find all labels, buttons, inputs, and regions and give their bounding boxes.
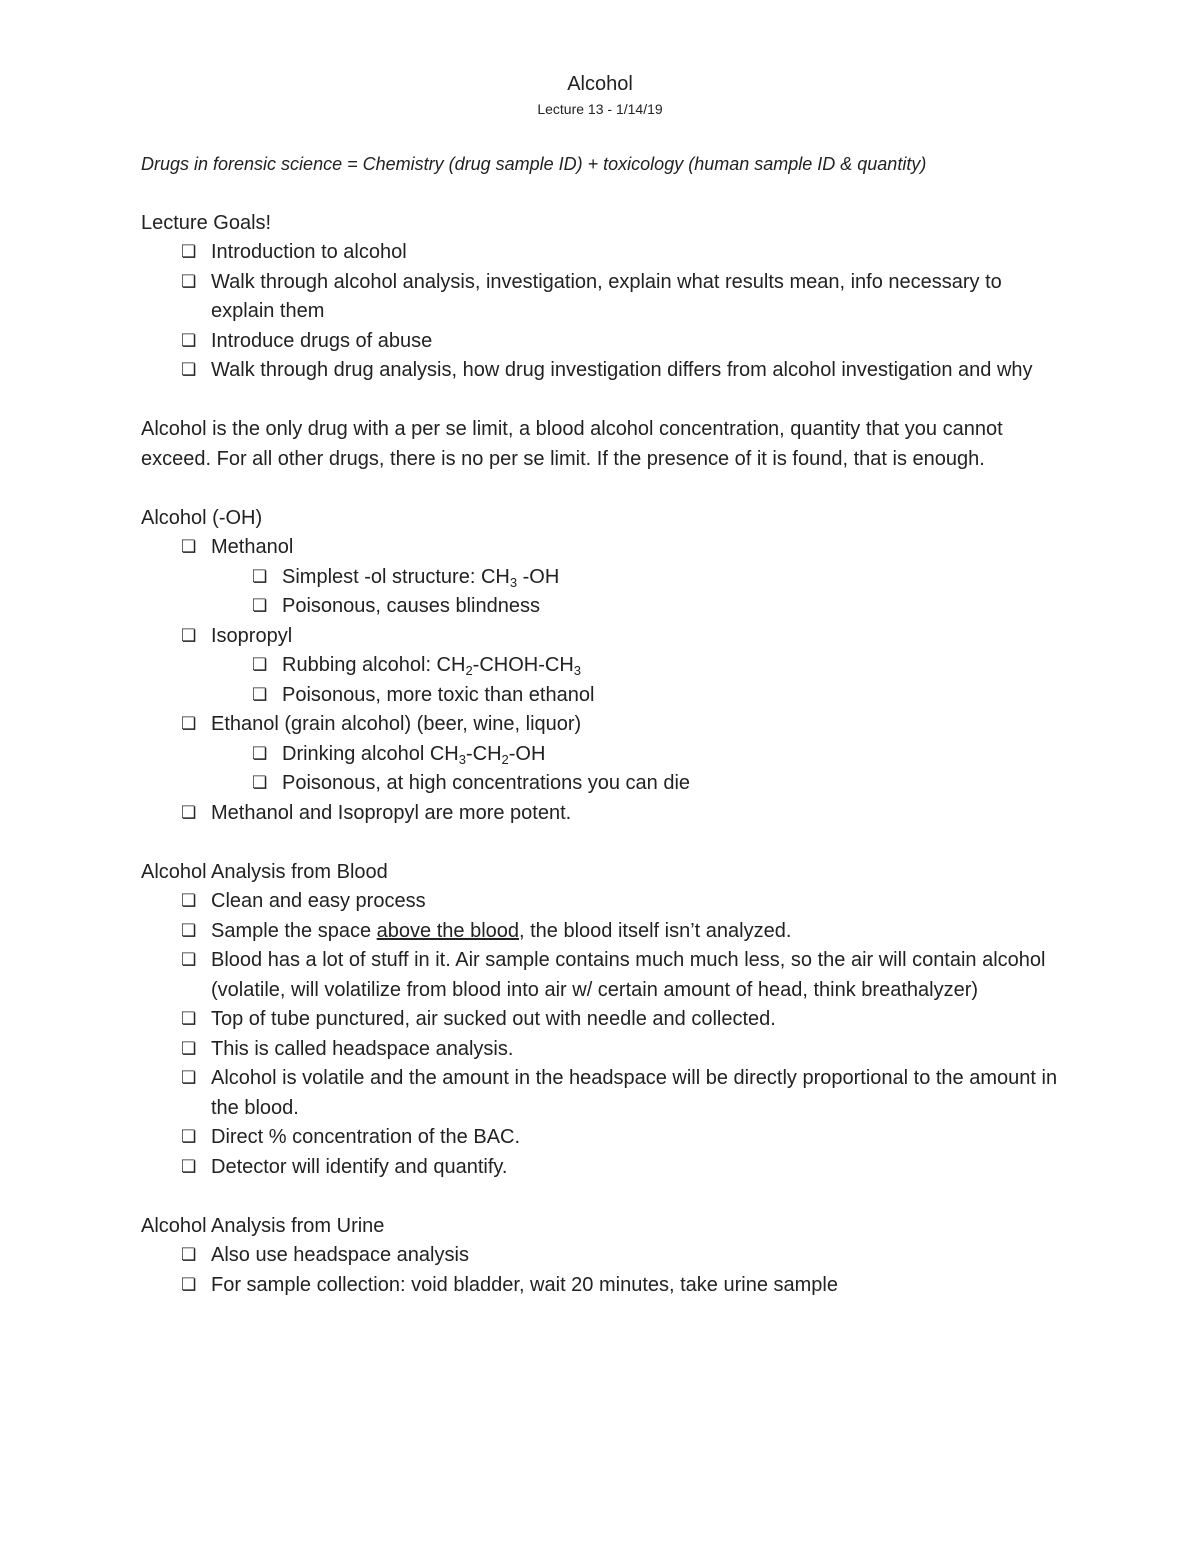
list-item — [141, 681, 1061, 711]
list-item-text — [211, 920, 791, 942]
document-body — [141, 150, 1061, 1300]
checkbox-icon: ❏ — [252, 655, 268, 675]
list-item-text: Clean and easy process — [211, 890, 426, 912]
list-item — [141, 327, 1061, 357]
list-item — [141, 268, 1061, 327]
list-item-text: Isopropyl — [211, 624, 293, 647]
list-item — [141, 887, 1061, 917]
formula-subscript: 3 — [509, 574, 518, 590]
list-item-summary — [141, 799, 1061, 829]
checkbox-icon: ❏ — [252, 743, 268, 764]
formula-subscript: 3 — [458, 751, 466, 767]
ethanol-sublist — [141, 740, 1061, 799]
list-item-ethanol — [141, 710, 1061, 740]
list-item — [141, 1035, 1061, 1065]
formula-subscript: 2 — [501, 751, 509, 767]
underlined-text: above the blood — [376, 919, 519, 942]
formula-text: -OH — [508, 742, 546, 765]
formula-text: Simplest -ol structure: CH — [282, 565, 510, 588]
list-item — [141, 740, 1061, 770]
blood-analysis-list — [141, 887, 1061, 1182]
formula-text: Drinking alcohol CH — [282, 742, 459, 765]
list-item — [141, 592, 1061, 622]
alcohols-list — [141, 533, 1061, 563]
checkbox-icon: ❏ — [181, 242, 197, 262]
checkbox-icon: ❏ — [252, 773, 268, 793]
checkbox-icon: ❏ — [181, 950, 197, 970]
list-item-text: Blood has a lot of stuff in it. Air sample contains much much less, so the air will contain alcohol (volatile, will volatilize from blood into air w/ certain amount of head, think breathalyzer) — [211, 949, 1046, 1001]
methanol-sublist — [141, 563, 1061, 622]
document-subtitle: Lecture 13 - 1/14/19 — [537, 101, 663, 117]
checkbox-icon: ❏ — [252, 596, 268, 616]
checkbox-icon: ❏ — [181, 1127, 197, 1147]
list-item-text: Alcohol is volatile and the amount in the headspace will be directly proportional to the amount in the blood. — [211, 1067, 1058, 1119]
list-item-text: Top of tube punctured, air sucked out with needle and collected. — [211, 1008, 776, 1030]
text-segment: Sample the space — [211, 919, 377, 942]
isopropyl-structure — [282, 654, 581, 676]
urine-analysis-heading: Alcohol Analysis from Urine — [141, 1214, 385, 1237]
list-item — [141, 1123, 1061, 1153]
checkbox-icon: ❏ — [181, 271, 197, 292]
checkbox-icon: ❏ — [181, 360, 197, 380]
checkbox-icon: ❏ — [181, 1009, 197, 1029]
formula-text: -OH — [517, 565, 560, 588]
checkbox-icon: ❏ — [181, 1038, 197, 1059]
checkbox-icon: ❏ — [181, 891, 197, 911]
formula-subscript: 3 — [573, 663, 581, 678]
alcohols-list — [141, 622, 1061, 652]
list-item — [141, 1271, 1061, 1301]
list-item — [141, 946, 1061, 1005]
list-item-methanol — [141, 533, 1061, 563]
checkbox-icon: ❏ — [252, 566, 268, 587]
list-item — [141, 917, 1061, 947]
methanol-structure — [282, 566, 559, 588]
list-item-text: This is called headspace analysis. — [211, 1037, 514, 1060]
list-item — [141, 1064, 1061, 1123]
document-title: Alcohol — [567, 73, 633, 95]
list-item-text: Poisonous, causes blindness — [282, 595, 540, 617]
list-item — [141, 1005, 1061, 1035]
checkbox-icon: ❏ — [181, 920, 197, 941]
checkbox-icon: ❏ — [252, 684, 268, 705]
alcohols-list — [141, 799, 1061, 829]
alcohols-list — [141, 710, 1061, 740]
list-item-text: Methanol — [211, 536, 294, 558]
list-item-text: Direct % concentration of the BAC. — [211, 1126, 521, 1148]
formula-text: -CH — [465, 742, 502, 765]
ethanol-structure — [282, 743, 545, 765]
checkbox-icon: ❏ — [181, 1068, 197, 1088]
list-item — [141, 769, 1061, 799]
intro-line: Drugs in forensic science = Chemistry (drug sample ID) + toxicology (human sample ID & quantity) — [141, 154, 927, 174]
checkbox-icon: ❏ — [181, 330, 197, 351]
formula-text: -CHOH-CH — [472, 654, 574, 676]
urine-analysis-list — [141, 1241, 1061, 1300]
blood-analysis-heading: Alcohol Analysis from Blood — [141, 860, 388, 883]
checkbox-icon: ❏ — [181, 1274, 197, 1295]
per-se-paragraph: Alcohol is the only drug with a per se limit, a blood alcohol concentration, quantity that you cannot exceed. For all other drugs, there is no per se limit. If the presence of it is found, that is enough. — [141, 418, 1003, 470]
isopropyl-sublist — [141, 651, 1061, 710]
list-item-text: Walk through drug analysis, how drug investigation differs from alcohol investigation and why — [211, 359, 1033, 381]
checkbox-icon: ❏ — [181, 1156, 197, 1177]
list-item-text: Ethanol (grain alcohol) (beer, wine, liquor) — [211, 713, 582, 735]
checkbox-icon: ❏ — [181, 537, 197, 557]
formula-subscript: 2 — [465, 663, 473, 678]
list-item — [141, 1241, 1061, 1271]
list-item-text: Methanol and Isopropyl are more potent. — [211, 801, 572, 824]
list-item-text: Walk through alcohol analysis, investigation, explain what results mean, info necessary to explain them — [211, 270, 1002, 322]
checkbox-icon: ❏ — [181, 1245, 197, 1265]
list-item-isopropyl — [141, 622, 1061, 652]
goals-list — [141, 238, 1061, 386]
list-item — [141, 238, 1061, 268]
list-item — [141, 563, 1061, 593]
checkbox-icon: ❏ — [181, 714, 197, 734]
alcohols-heading: Alcohol (-OH) — [141, 506, 263, 529]
checkbox-icon: ❏ — [181, 802, 197, 823]
list-item-text: Poisonous, more toxic than ethanol — [282, 683, 595, 706]
goals-heading: Lecture Goals! — [141, 211, 272, 234]
list-item — [141, 1153, 1061, 1183]
checkbox-icon: ❏ — [181, 625, 197, 646]
text-segment: , the blood itself isn’t analyzed. — [519, 919, 792, 942]
formula-text: Rubbing alcohol: CH — [282, 654, 466, 676]
list-item-text: Also use headspace analysis — [211, 1244, 469, 1266]
list-item-text: For sample collection: void bladder, wait 20 minutes, take urine sample — [211, 1273, 838, 1296]
list-item-text: Introduce drugs of abuse — [211, 329, 433, 352]
list-item-text: Poisonous, at high concentrations you can die — [282, 772, 691, 794]
list-item-text: Detector will identify and quantify. — [211, 1155, 508, 1178]
list-item — [141, 356, 1061, 386]
list-item-text: Introduction to alcohol — [211, 241, 407, 263]
list-item — [141, 651, 1061, 681]
